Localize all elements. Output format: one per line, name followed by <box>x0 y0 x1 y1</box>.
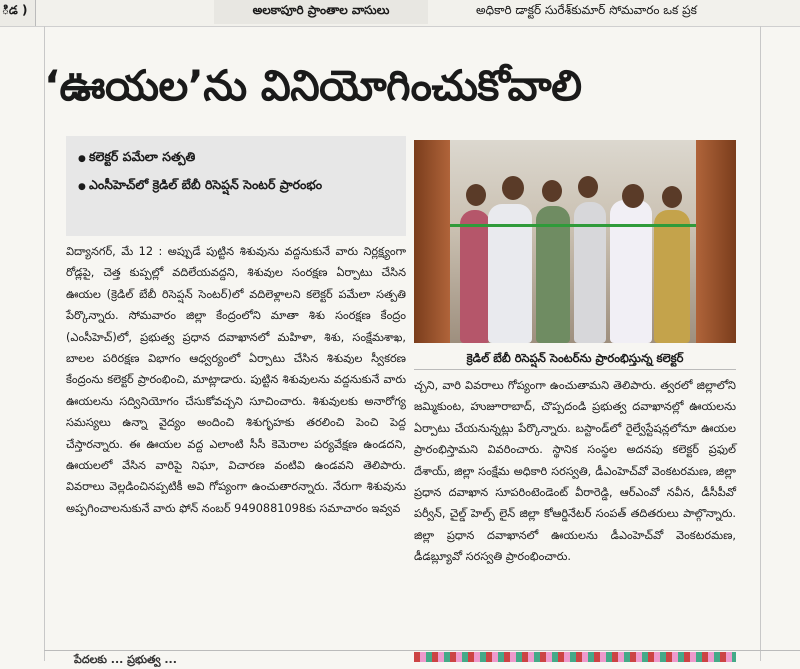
bottom-strip <box>44 650 800 666</box>
person-figure <box>610 200 652 343</box>
news-photo <box>414 140 736 343</box>
adjacent-article-fragment: అలకాపూరి ప్రాంతాల వాసులు <box>214 0 428 24</box>
previous-article-fragment: ిడ ) <box>0 0 36 26</box>
headline: ‘ఊయల’ను వినియోగించుకోవాలి <box>44 61 582 110</box>
next-headline-fragment: పేదలకు ... ప్రభుత్వ ... <box>74 653 177 666</box>
highlight-item: ● ఎంసీహెచ్‌లో క్రెడిల్ బేబీ రిసెప్షన్ సెంటర్ ప్రారంభం <box>78 172 394 200</box>
person-head <box>542 180 562 202</box>
highlight-item: ● కలెక్టర్ పమేలా సత్పతి <box>78 144 394 172</box>
article-body-right-column: చ్చని, వారి వివరాలు గోప్యంగా ఉంచుతామని తెలిపారు. త్వరలో జిల్లాలోని జమ్మికుంట, హుజూరాబాద్, చొప్పదండి ప్రభుత్వ దవాఖానల్లో ఊయలను ఏర్పాటు చేయనున్నట్లు పేర్కొన్నారు. బస్టాండ్‌లో రైల్వేస్టేషన్లలోనూ ఊయల ప్రారంభిస్తామని వివరించారు. స్థానిక సంస్థల అదనపు కలెక్టర్ ప్రఫుల్ దేశాయ్, జిల్లా సంక్షేమ అధికారి సరస్వతి, డీఎంహెచ్‌వో వెంకటరమణ, జిల్లా ప్రధాన దవాఖాన సూపరింటెండెంట్ వీరారెడ్డి, ఆర్ఎంవో నవీన, డీసీపీవో పర్వీన్, చైల్డ్ హెల్ప్ లైన్ జిల్లా కోఆర్డినేటర్ సంపత్ తదితరులు పాల్గొన్నారు. జిల్లా ప్రధాన దవాఖానలో ఊయలను డీఎంహెచ్‌వో వెంకటరమణ, డీడబ్ల్యూవో సరస్వతి ప్రారంభించారు. <box>414 379 736 564</box>
photo-caption: క్రెడిల్ బేబీ రిసెప్షన్ సెంటర్‌ను ప్రారంభిస్తున్న కలెక్టర్ <box>414 347 736 370</box>
person-head <box>502 176 524 200</box>
person-figure <box>654 210 690 343</box>
person-figure <box>460 210 490 343</box>
highlights-box <box>66 136 406 236</box>
person-head <box>466 184 486 206</box>
inauguration-ribbon <box>450 224 696 227</box>
cradle-door-left <box>414 140 450 343</box>
cradle-door-right <box>696 140 736 343</box>
person-head <box>622 184 644 208</box>
column-rule-left <box>44 26 45 661</box>
next-article-fragment: అధికారి డాక్టర్ సురేశ్‌కుమార్ సోమవారం ఒక ప్రక <box>476 3 697 17</box>
top-strip <box>0 0 800 27</box>
article-body-left-column: విద్యానగర్, మే 12 : అప్పుడే పుట్టిన శిశువును వద్దనుకునే వారు నిర్లక్ష్యంగా రోడ్లపై, చెత్త కుప్పల్లో వదిలేయవద్దని, శిశువుల సంరక్షణ ఏర్పాటు చేసిన ఊయల (క్రెడిల్ బేబీ రిసెప్షన్ సెంటర్)లో వదిలెళ్లాలని కలెక్టర్ పమేలా సత్పతి పేర్కొన్నారు. సోమవారం జిల్లా కేంద్రంలోని మాతా శిశు సంరక్షణ కేంద్రం (ఎంసీహెచ్)లో, ప్రభుత్వ ప్రధాన దవాఖానలో మహిళా, శిశు, సంక్షేమశాఖ, బాలల పరిరక్షణ విభాగం ఆధ్వర్యంలో ఏర్పాటు చేసిన శిశువుల స్వీకరణ కేంద్రంను కలెక్టర్ ప్రారంభించి, మాట్లాడారు. పుట్టిన శిశువులను వద్దనుకునే వారు ఊయలను సద్వినియోగం చేసుకోవచ్చని సూచించారు. శిశువులకు అనారోగ్య సమస్యలు ఉన్నా వైద్యం అందించి శిశుగృహకు తరలించి పెంచి పెద్ద చేస్తారన్నారు. ఈ ఊయల వద్ద ఎలాంటి సీసీ కెమెరాల పర్యవేక్షణ ఉండదని, ఊయలలో వేసిన వారిపై నిఘా, విచారణ వంటివి ఉండవని తెలిపారు. వివరాలు వెల్లడించినప్పటికీ అవి గోప్యంగా ఉంచుతారన్నారు. నేరుగా శిశువును అప్పగించాలనుకునే వారు ఫోన్ నంబర్ 9490881098కు సమాచారం ఇవ్వవ <box>66 245 406 515</box>
person-head <box>662 186 682 208</box>
column-rule-right <box>760 26 761 661</box>
person-head <box>578 176 598 198</box>
